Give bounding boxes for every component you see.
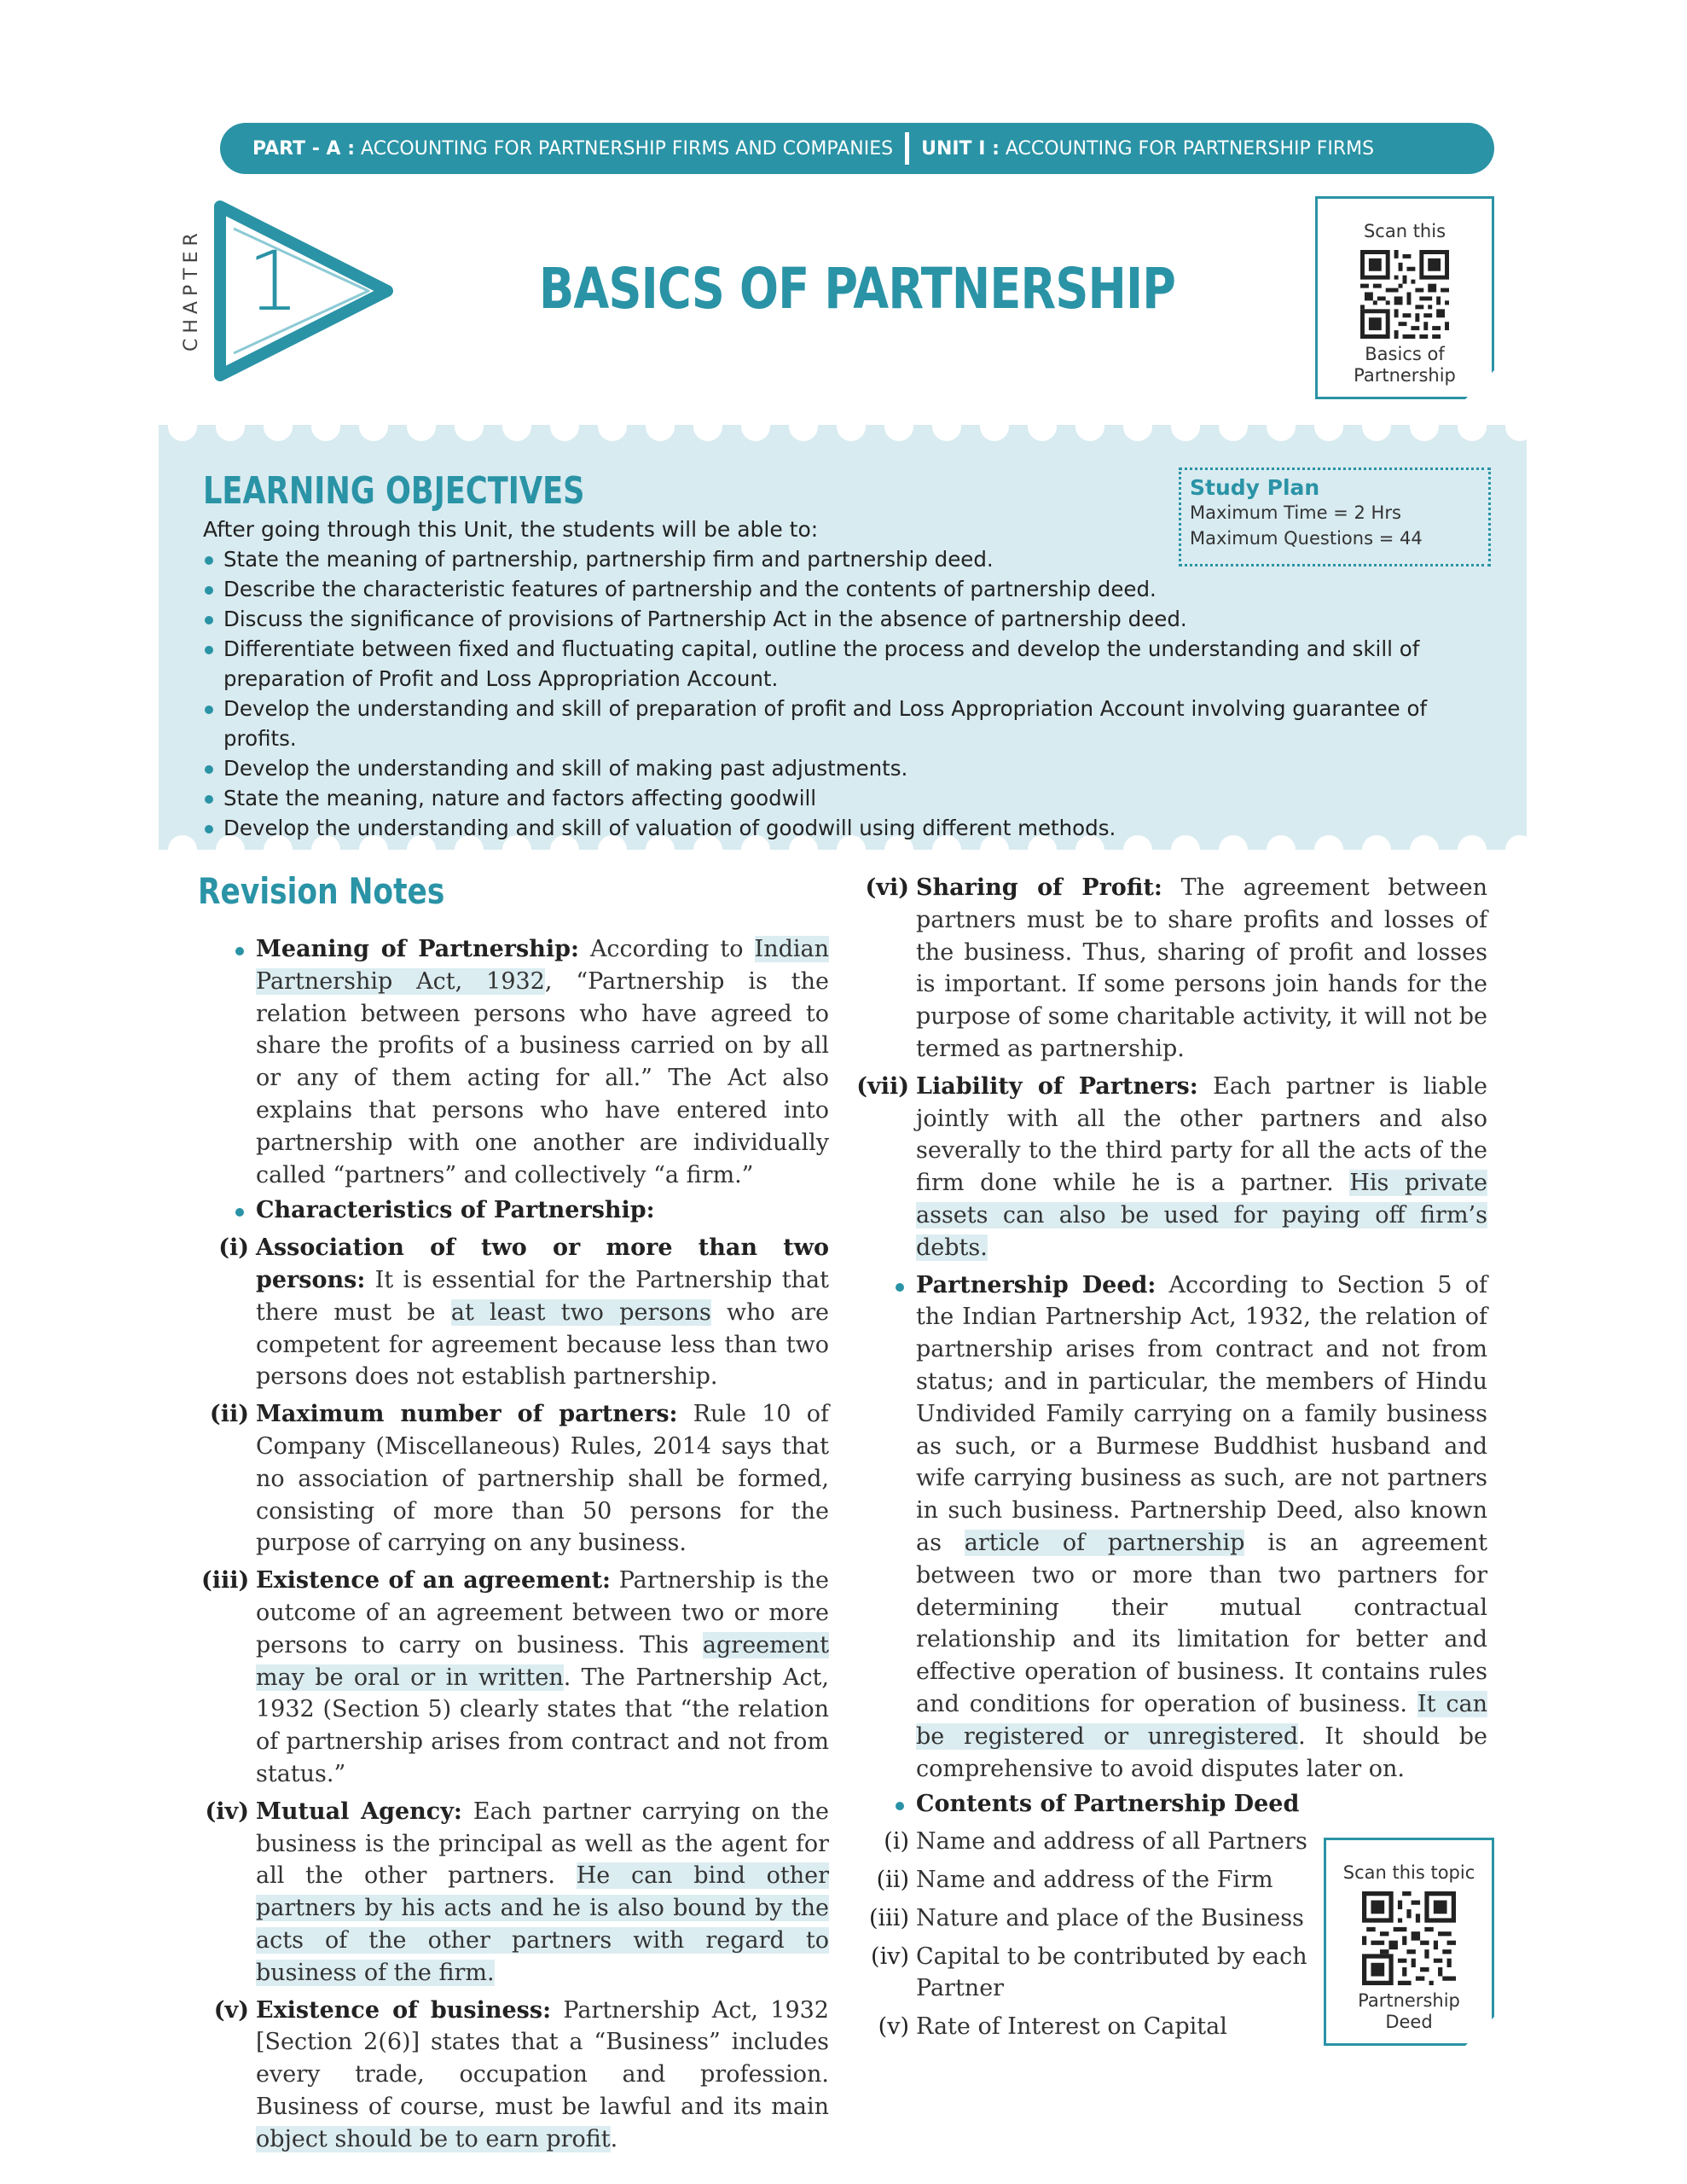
item-number: (i): [218, 1234, 249, 1262]
characteristic-highlight: at least two persons: [450, 1298, 711, 1326]
deed-heading: Partnership Deed:: [916, 1271, 1157, 1298]
contents-text: Nature and place of the Business: [916, 1904, 1304, 1931]
study-plan-box: [1179, 468, 1491, 566]
objective-item: Describe the characteristic features of partnership and the contents of partnership deed.: [203, 574, 1499, 604]
characteristic-text: The agreement between partners must be to share profits and losses of the business. Thus, sharing of profit and losses is important. If some persons join hands for the purpose of some charitable activity, it will not be termed as partnership.: [916, 874, 1487, 1062]
item-number: (iii): [201, 1567, 250, 1594]
bullet-icon: [896, 1802, 904, 1810]
deed-text-mid: is an agreement between two or more than two partners for determining their mutual contractual relationship and its limitation for better and effective operation of business. It contains rules and conditions for operation of business.: [916, 1529, 1487, 1717]
deed-highlight: article of partnership: [964, 1529, 1245, 1556]
meaning-of-partnership: [256, 933, 829, 1191]
item-number: (iv): [871, 1943, 909, 1970]
characteristic-item: [209, 1398, 829, 1560]
chapter-number: 1: [247, 234, 300, 329]
item-number: (vii): [856, 1072, 909, 1100]
contents-text: Capital to be contributed by each Partner: [916, 1943, 1307, 2002]
meaning-highlight: Indian Partnership Act, 1932: [256, 936, 829, 995]
partnership-deed: [916, 1269, 1487, 1786]
objective-item: Develop the understanding and skill of valuation of goodwill using different methods.: [203, 813, 1499, 843]
characteristic-item: [218, 1232, 829, 1393]
characteristic-text-post: . The Partnership Act, 1932 (Section 5) clearly states that “the relation of partnership arises from contract and not from status.”: [256, 1664, 829, 1787]
item-number: (ii): [209, 1401, 249, 1428]
item-number: (iii): [869, 1904, 909, 1931]
chapter-label: CHAPTER: [181, 228, 202, 352]
learning-objectives-title: LEARNING OBJECTIVES: [203, 469, 585, 513]
qr-box-bottom[interactable]: [1324, 1838, 1494, 2046]
characteristic-item: [201, 1565, 829, 1791]
revision-notes-title: Revision Notes: [198, 870, 445, 912]
characteristic-heading: Association of two or more than two persons:: [256, 1234, 829, 1293]
qr-code-icon[interactable]: [1362, 1891, 1456, 1985]
bullet-icon: [896, 1283, 904, 1292]
study-plan-title: Study Plan: [1190, 475, 1320, 500]
scallop-top-icon: [159, 425, 1527, 442]
characteristic-text-pre: Each partner carrying on the business is the principal as well as the agent for all the other partners.: [256, 1798, 829, 1890]
characteristic-text-post: who are competent for agreement because less than two persons does not establish partnership.: [256, 1298, 829, 1391]
contents-heading: Contents of Partnership Deed: [916, 1791, 1300, 1818]
characteristic-heading: Liability of Partners:: [916, 1072, 1198, 1100]
contents-item: [876, 1864, 1308, 1896]
unit-text: ACCOUNTING FOR PARTNERSHIP FIRMS: [1005, 137, 1375, 160]
characteristic-text: Rule 10 of Company (Miscellaneous) Rules, 2014 says that no association of partnership shall be formed, consisting of more than 50 persons for the purpose of carrying on any business.: [256, 1401, 829, 1557]
qr-top-label: Scan this: [1363, 221, 1446, 241]
part-text: ACCOUNTING FOR PARTNERSHIP FIRMS AND COMPANIES: [361, 137, 894, 160]
characteristic-heading: Existence of an agreement:: [256, 1567, 612, 1594]
deed-highlight: It can be registered or unregistered: [916, 1690, 1487, 1750]
qr-box-top[interactable]: [1315, 196, 1494, 399]
qr-top-caption: Basics of Partnership: [1354, 344, 1456, 386]
qr-bottom-label: Scan this topic: [1342, 1862, 1475, 1883]
item-number: (v): [878, 2013, 909, 2041]
objective-item: Discuss the significance of provisions of Partnership Act in the absence of partnership deed.: [203, 604, 1499, 634]
characteristics-heading-row: [256, 1194, 829, 1227]
learning-objectives-list: [203, 544, 1499, 843]
deed-text-post: . It should be comprehensive to avoid disputes later on.: [916, 1722, 1487, 1782]
meaning-text-post: , “Partnership is the relation between persons who have agreed to share the profits of a business carried on by all or any of them acting for all.” The Act also explains that persons who have entered into partnership with one another are individually called “partners” and collectively “a firm.”: [256, 967, 829, 1188]
bullet-icon: [235, 1208, 244, 1217]
item-number: (v): [213, 1996, 249, 2024]
characteristic-heading: Existence of business:: [256, 1996, 552, 2024]
characteristic-highlight: object should be to earn profit: [256, 2125, 611, 2152]
characteristic-item: [865, 872, 1487, 1066]
characteristic-heading: Maximum number of partners:: [256, 1401, 678, 1428]
contents-text: Name and address of the Firm: [916, 1866, 1273, 1893]
characteristics-heading: Characteristics of Partnership:: [256, 1197, 655, 1224]
item-number: (vi): [865, 874, 909, 901]
contents-item: [871, 1941, 1308, 2006]
item-number: (i): [884, 1828, 909, 1856]
qr-code-icon[interactable]: [1360, 250, 1449, 339]
characteristic-text-pre: Partnership Act, 1932 [Section 2(6)] states that a “Business” includes every trade, occupation and profession. Business of course, must be lawful and its main: [256, 1996, 829, 2120]
meaning-text-pre: According to: [589, 936, 744, 962]
item-number: (iv): [205, 1798, 249, 1825]
learning-objectives-panel: [159, 425, 1527, 850]
objective-item: Develop the understanding and skill of making past adjustments.: [203, 753, 1499, 783]
characteristic-highlight: agreement may be oral or in written: [256, 1631, 829, 1691]
contents-list: [869, 1826, 1308, 2043]
objective-item: Develop the understanding and skill of preparation of profit and Loss Appropriation Account involving guarantee of profits.: [203, 694, 1499, 753]
study-plan-time: Maximum Time = 2 Hrs: [1190, 502, 1401, 523]
objective-item: State the meaning, nature and factors affecting goodwill: [203, 783, 1499, 813]
contents-item: [869, 1902, 1308, 1935]
characteristic-item: [856, 1071, 1487, 1264]
unit-prefix: UNIT I :: [921, 137, 1000, 160]
characteristic-text-pre: Each partner is liable jointly with all the other partners and also severally to the third party for all the acts of the firm done while he is a partner.: [916, 1072, 1487, 1197]
page-title: BASICS OF PARTNERSHIP: [539, 256, 1176, 322]
objective-item: State the meaning of partnership, partnership firm and partnership deed.: [203, 544, 1499, 574]
contents-text: Name and address of all Partners: [916, 1828, 1307, 1856]
learning-objectives-intro: After going through this Unit, the students will be able to:: [203, 517, 819, 542]
characteristic-highlight: He can bind other partners by his acts and he is also bound by the acts of the other partners with regard to business of the firm.: [256, 1862, 829, 1986]
characteristic-heading: Mutual Agency:: [256, 1798, 462, 1825]
contents-text: Rate of Interest on Capital: [916, 2013, 1227, 2041]
characteristic-text-post: .: [610, 2125, 618, 2152]
meaning-heading: Meaning of Partnership:: [256, 936, 579, 962]
characteristic-text-pre: It is essential for the Partnership that there must be: [256, 1266, 829, 1326]
header-divider: [905, 132, 909, 165]
item-number: (ii): [876, 1866, 909, 1893]
revision-column-left: [201, 933, 829, 2155]
contents-heading-row: [916, 1788, 1487, 1821]
header-bar: [220, 123, 1494, 174]
contents-item: [878, 2011, 1308, 2043]
characteristic-text-pre: Partnership is the outcome of an agreement between two or more persons to carry on business. This: [256, 1567, 829, 1658]
chapter-triangle-icon: [208, 195, 406, 387]
objective-item: Differentiate between fixed and fluctuating capital, outline the process and develop the understanding and skill of preparation of Profit and Loss Appropriation Account.: [203, 634, 1499, 694]
characteristic-item: [213, 1995, 829, 2156]
deed-text-pre: According to Section 5 of the Indian Partnership Act, 1932, the relation of partnership arises from contract and not from status; and in particular, the members of Hindu Undivided Family carrying on a family business as such, or a Burmese Buddhist husband and wife carrying business as such, are not partners in such business. Partnership Deed, also known as: [916, 1271, 1487, 1556]
part-prefix: PART - A :: [252, 137, 356, 160]
qr-bottom-caption: Partnership Deed: [1358, 1990, 1460, 2032]
bullet-icon: [235, 947, 244, 956]
characteristic-highlight: His private assets can also be used for paying off firm’s debts.: [916, 1170, 1487, 1261]
contents-item: [884, 1826, 1308, 1858]
characteristic-item: [205, 1796, 829, 1989]
study-plan-questions: Maximum Questions = 44: [1190, 528, 1423, 549]
characteristic-heading: Sharing of Profit:: [916, 874, 1162, 901]
